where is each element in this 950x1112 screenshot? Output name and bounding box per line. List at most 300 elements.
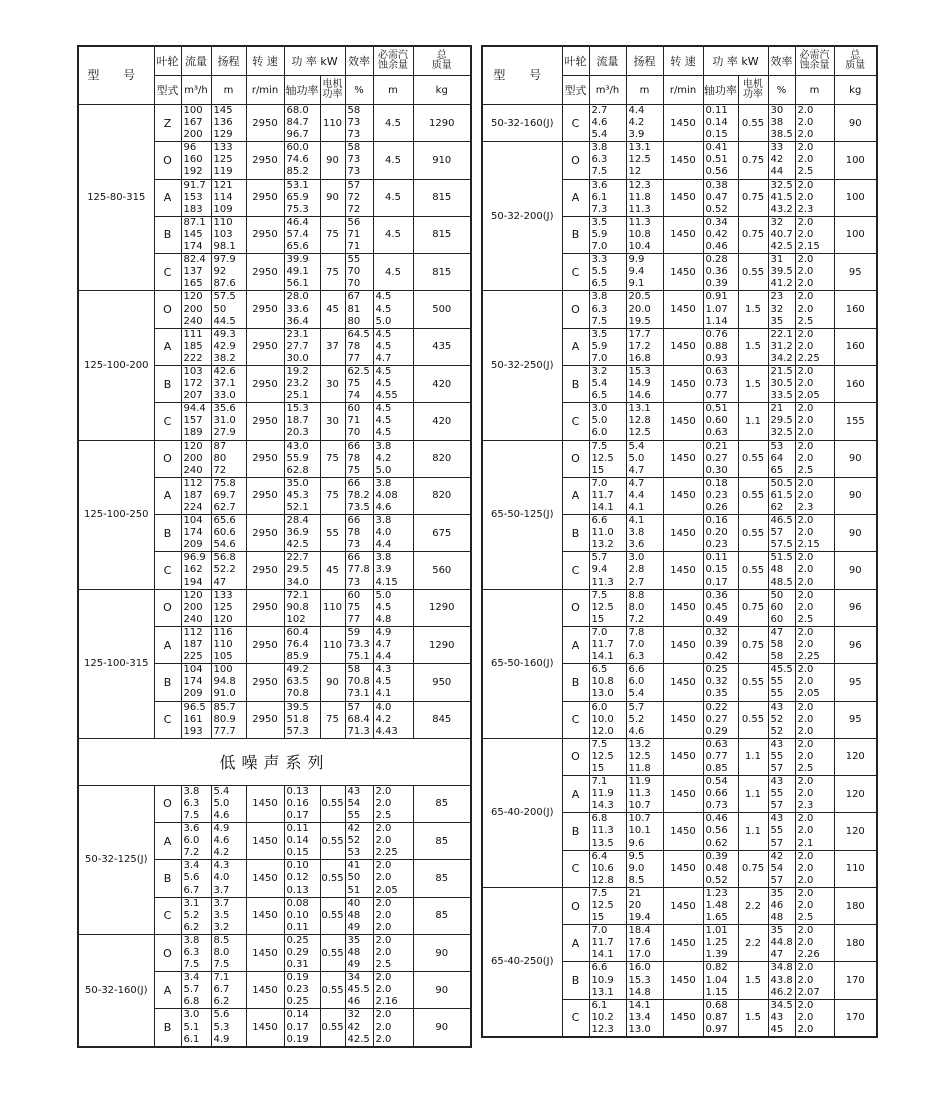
table-row (482, 887, 877, 924)
impeller-type: B (154, 1009, 181, 1047)
shaft-power-values: 72.1 90.8 102 (284, 589, 320, 626)
head-values: 4.4 4.2 3.9 (626, 105, 663, 142)
head-values: 65.6 60.6 54.6 (211, 515, 246, 552)
head-values: 6.6 6.0 5.4 (626, 664, 663, 701)
flow-values: 96.5 161 193 (181, 701, 211, 738)
weight-value: 85 (413, 860, 471, 897)
efficiency-values: 32.5 41.5 43.2 (768, 179, 795, 216)
flow-values: 7.5 12.5 15 (589, 738, 626, 775)
weight-value: 170 (834, 962, 877, 999)
impeller-type: O (154, 440, 181, 477)
head-values: 56.8 52.2 47 (211, 552, 246, 589)
efficiency-values: 33 42 44 (768, 142, 795, 179)
efficiency-values: 43 52 52 (768, 701, 795, 738)
efficiency-values: 43 55 57 (768, 738, 795, 775)
head-values: 145 136 129 (211, 105, 246, 142)
speed-value: 1450 (663, 515, 703, 552)
shaft-power-values: 0.13 0.16 0.17 (284, 785, 320, 822)
impeller-type: B (154, 216, 181, 253)
shaft-power-values: 0.10 0.12 0.13 (284, 860, 320, 897)
impeller-type: O (562, 738, 589, 775)
speed-value: 2950 (246, 403, 284, 440)
head-values: 4.1 3.8 3.6 (626, 515, 663, 552)
speed-value: 1450 (663, 440, 703, 477)
header-efficiency: 效率 (768, 46, 795, 76)
shaft-power-values: 0.16 0.20 0.23 (703, 515, 738, 552)
weight-value: 120 (834, 776, 877, 813)
efficiency-values: 30 38 38.5 (768, 105, 795, 142)
weight-value: 1290 (413, 105, 471, 142)
motor-power-value: 1.1 (738, 776, 768, 813)
shaft-power-values: 0.68 0.87 0.97 (703, 999, 738, 1037)
efficiency-values: 57 68.4 71.3 (345, 701, 373, 738)
shaft-power-values: 0.08 0.10 0.11 (284, 897, 320, 934)
flow-values: 3.4 5.7 6.8 (181, 972, 211, 1009)
head-values: 14.1 13.4 13.0 (626, 999, 663, 1037)
model-label: 65-40-250(J) (482, 887, 562, 1037)
head-values: 5.4 5.0 4.7 (626, 440, 663, 477)
efficiency-values: 42 54 57 (768, 850, 795, 887)
flow-values: 6.4 10.6 12.8 (589, 850, 626, 887)
speed-value: 2950 (246, 365, 284, 402)
npsh-values: 2.0 2.0 2.25 (795, 328, 834, 365)
motor-power-value: 0.55 (738, 440, 768, 477)
motor-power-value: 0.55 (738, 105, 768, 142)
weight-value: 90 (834, 552, 877, 589)
head-values: 10.7 10.1 9.6 (626, 813, 663, 850)
efficiency-values: 53 64 65 (768, 440, 795, 477)
motor-power-value: 0.55 (738, 701, 768, 738)
flow-values: 3.8 6.3 7.5 (589, 142, 626, 179)
head-values: 3.7 3.5 3.2 (211, 897, 246, 934)
motor-power-value: 75 (320, 254, 345, 291)
flow-values: 3.6 6.1 7.3 (589, 179, 626, 216)
impeller-type: A (562, 477, 589, 514)
efficiency-values: 66 77.8 73 (345, 552, 373, 589)
head-values: 8.5 8.0 7.5 (211, 934, 246, 971)
flow-values: 3.8 6.3 7.5 (181, 785, 211, 822)
impeller-type: A (562, 776, 589, 813)
head-values: 87 80 72 (211, 440, 246, 477)
speed-value: 2950 (246, 552, 284, 589)
efficiency-values: 58 70.8 73.1 (345, 664, 373, 701)
speed-value: 1450 (663, 962, 703, 999)
header-power: 功 率 kW (284, 46, 345, 76)
flow-values: 7.5 12.5 15 (589, 440, 626, 477)
speed-value: 1450 (663, 887, 703, 924)
header-model: 型 号 (78, 46, 154, 105)
motor-power-value: 1.5 (738, 999, 768, 1037)
shaft-power-values: 39.9 49.1 56.1 (284, 254, 320, 291)
weight-value: 90 (834, 440, 877, 477)
header-speed-unit: r/min (663, 76, 703, 105)
npsh-values: 2.0 2.0 2.3 (795, 776, 834, 813)
head-values: 75.8 69.7 62.7 (211, 477, 246, 514)
head-values: 3.0 2.8 2.7 (626, 552, 663, 589)
weight-value: 180 (834, 887, 877, 924)
table-row (482, 142, 877, 179)
flow-values: 120 200 240 (181, 291, 211, 328)
table-row (482, 589, 877, 626)
npsh-values: 2.0 2.0 2.0 (373, 1009, 413, 1047)
motor-power-value: 1.5 (738, 328, 768, 365)
header-npsh: 必需汽 蚀余量 (795, 46, 834, 76)
flow-values: 7.5 12.5 15 (589, 887, 626, 924)
efficiency-values: 23 32 35 (768, 291, 795, 328)
header-impeller: 叶轮 (562, 46, 589, 76)
model-label: 65-50-125(J) (482, 440, 562, 589)
weight-value: 95 (834, 664, 877, 701)
npsh-values: 2.0 2.0 2.05 (795, 664, 834, 701)
header-weight: 总 质量 (413, 46, 471, 76)
flow-values: 3.8 6.3 7.5 (181, 934, 211, 971)
motor-power-value: 0.75 (738, 626, 768, 663)
shaft-power-values: 0.39 0.48 0.52 (703, 850, 738, 887)
impeller-type: A (154, 823, 181, 860)
header-speed: 转 速 (663, 46, 703, 76)
header-motor-power: 电机 功率 (738, 76, 768, 105)
head-values: 133 125 120 (211, 589, 246, 626)
efficiency-values: 34.5 43 45 (768, 999, 795, 1037)
npsh-values: 4.3 4.5 4.1 (373, 664, 413, 701)
npsh-value: 4.5 (373, 179, 413, 216)
motor-power-value: 0.55 (738, 664, 768, 701)
npsh-values: 3.8 4.08 4.6 (373, 477, 413, 514)
head-values: 12.3 11.8 11.3 (626, 179, 663, 216)
weight-value: 90 (413, 934, 471, 971)
flow-values: 3.0 5.0 6.0 (589, 403, 626, 440)
speed-value: 2950 (246, 254, 284, 291)
speed-value: 1450 (663, 850, 703, 887)
motor-power-value: 0.55 (320, 823, 345, 860)
shaft-power-values: 15.3 18.7 20.3 (284, 403, 320, 440)
header-npsh-unit: m (795, 76, 834, 105)
header-power: 功 率 kW (703, 46, 768, 76)
flow-values: 7.1 11.9 14.3 (589, 776, 626, 813)
motor-power-value: 55 (320, 515, 345, 552)
weight-value: 90 (834, 105, 877, 142)
head-values: 7.8 7.0 6.3 (626, 626, 663, 663)
efficiency-values: 35 46 48 (768, 887, 795, 924)
header-flow-unit: m³/h (181, 76, 211, 105)
speed-value: 1450 (663, 179, 703, 216)
weight-value: 180 (834, 925, 877, 962)
impeller-type: A (562, 925, 589, 962)
efficiency-values: 58 73 73 (345, 142, 373, 179)
speed-value: 1450 (246, 934, 284, 971)
impeller-type: O (154, 785, 181, 822)
impeller-type: B (562, 515, 589, 552)
weight-value: 1290 (413, 589, 471, 626)
npsh-values: 2.0 2.0 2.25 (373, 823, 413, 860)
impeller-type: A (154, 179, 181, 216)
motor-power-value: 0.55 (738, 552, 768, 589)
header-motor-power: 电机 功率 (320, 76, 345, 105)
weight-value: 815 (413, 179, 471, 216)
weight-value: 90 (413, 972, 471, 1009)
npsh-values: 2.0 2.0 2.0 (795, 105, 834, 142)
impeller-type: C (154, 403, 181, 440)
motor-power-value: 0.55 (738, 515, 768, 552)
motor-power-value: 30 (320, 403, 345, 440)
weight-value: 815 (413, 254, 471, 291)
impeller-type: A (562, 626, 589, 663)
impeller-type: C (562, 999, 589, 1037)
impeller-type: B (154, 365, 181, 402)
motor-power-value: 90 (320, 664, 345, 701)
impeller-type: O (154, 589, 181, 626)
speed-value: 1450 (663, 216, 703, 253)
npsh-values: 4.9 4.7 4.4 (373, 626, 413, 663)
speed-value: 2950 (246, 328, 284, 365)
model-label: 125-100-200 (78, 291, 154, 440)
impeller-type: A (154, 328, 181, 365)
shaft-power-values: 53.1 65.9 75.3 (284, 179, 320, 216)
shaft-power-values: 0.36 0.45 0.49 (703, 589, 738, 626)
motor-power-value: 45 (320, 552, 345, 589)
weight-value: 950 (413, 664, 471, 701)
motor-power-value: 0.75 (738, 850, 768, 887)
model-label: 50-32-160(J) (78, 934, 154, 1046)
shaft-power-values: 0.76 0.88 0.93 (703, 328, 738, 365)
speed-value: 1450 (663, 813, 703, 850)
npsh-values: 2.0 2.0 2.0 (795, 254, 834, 291)
impeller-type: C (562, 701, 589, 738)
table-row (78, 291, 471, 328)
head-values: 5.4 5.0 4.6 (211, 785, 246, 822)
weight-value: 85 (413, 823, 471, 860)
weight-value: 420 (413, 365, 471, 402)
weight-value: 820 (413, 477, 471, 514)
motor-power-value: 75 (320, 216, 345, 253)
shaft-power-values: 0.41 0.51 0.56 (703, 142, 738, 179)
head-values: 8.8 8.0 7.2 (626, 589, 663, 626)
efficiency-values: 67 81 80 (345, 291, 373, 328)
efficiency-values: 35 44.8 47 (768, 925, 795, 962)
shaft-power-values: 68.0 84.7 96.7 (284, 105, 320, 142)
header-flow-unit: m³/h (589, 76, 626, 105)
impeller-type: C (562, 105, 589, 142)
head-values: 97.9 92 87.6 (211, 254, 246, 291)
npsh-values: 2.0 2.0 2.5 (795, 440, 834, 477)
impeller-type: O (562, 142, 589, 179)
npsh-values: 2.0 2.0 2.15 (795, 216, 834, 253)
efficiency-values: 32 40.7 42.5 (768, 216, 795, 253)
speed-value: 1450 (663, 552, 703, 589)
model-label: 50-32-250(J) (482, 291, 562, 440)
weight-value: 845 (413, 701, 471, 738)
npsh-values: 2.0 2.0 2.0 (795, 552, 834, 589)
shaft-power-values: 19.2 23.2 25.1 (284, 365, 320, 402)
flow-values: 112 187 225 (181, 626, 211, 663)
speed-value: 2950 (246, 142, 284, 179)
shaft-power-values: 0.25 0.29 0.31 (284, 934, 320, 971)
npsh-values: 4.5 4.5 4.5 (373, 403, 413, 440)
flow-values: 3.8 6.3 7.5 (589, 291, 626, 328)
shaft-power-values: 43.0 55.9 62.8 (284, 440, 320, 477)
motor-power-value: 1.1 (738, 813, 768, 850)
model-label: 50-32-200(J) (482, 142, 562, 291)
flow-values: 3.0 5.1 6.1 (181, 1009, 211, 1047)
impeller-type: A (154, 477, 181, 514)
impeller-type: A (562, 328, 589, 365)
speed-value: 1450 (246, 860, 284, 897)
impeller-type: O (154, 142, 181, 179)
npsh-values: 3.8 3.9 4.15 (373, 552, 413, 589)
model-label: 125-100-250 (78, 440, 154, 589)
table-row (78, 785, 471, 822)
shaft-power-values: 0.11 0.14 0.15 (284, 823, 320, 860)
model-label: 125-100-315 (78, 589, 154, 738)
speed-value: 2950 (246, 626, 284, 663)
efficiency-values: 41 50 51 (345, 860, 373, 897)
head-values: 15.3 14.9 14.6 (626, 365, 663, 402)
weight-value: 675 (413, 515, 471, 552)
header-impeller-type: 型式 (562, 76, 589, 105)
speed-value: 1450 (663, 589, 703, 626)
header-npsh: 必需汽 蚀余量 (373, 46, 413, 76)
flow-values: 6.0 10.0 12.0 (589, 701, 626, 738)
header-speed-unit: r/min (246, 76, 284, 105)
table-row (78, 105, 471, 142)
speed-value: 2950 (246, 477, 284, 514)
header-shaft-power: 轴功率 (284, 76, 320, 105)
shaft-power-values: 0.11 0.14 0.15 (703, 105, 738, 142)
speed-value: 1450 (663, 365, 703, 402)
head-values: 5.7 5.2 4.6 (626, 701, 663, 738)
motor-power-value: 2.2 (738, 925, 768, 962)
head-values: 20.5 20.0 19.5 (626, 291, 663, 328)
motor-power-value: 110 (320, 105, 345, 142)
efficiency-values: 43 54 55 (345, 785, 373, 822)
motor-power-value: 0.75 (738, 216, 768, 253)
weight-value: 120 (834, 738, 877, 775)
motor-power-value: 0.75 (738, 142, 768, 179)
flow-values: 7.5 12.5 15 (589, 589, 626, 626)
shaft-power-values: 0.11 0.15 0.17 (703, 552, 738, 589)
npsh-values: 4.5 4.5 5.0 (373, 291, 413, 328)
npsh-values: 2.0 2.0 2.5 (795, 142, 834, 179)
flow-values: 5.7 9.4 11.3 (589, 552, 626, 589)
npsh-values: 5.0 4.5 4.8 (373, 589, 413, 626)
impeller-type: O (562, 291, 589, 328)
head-values: 11.9 11.3 10.7 (626, 776, 663, 813)
efficiency-values: 58 73 73 (345, 105, 373, 142)
impeller-type: C (154, 552, 181, 589)
weight-value: 910 (413, 142, 471, 179)
impeller-type: B (562, 365, 589, 402)
npsh-values: 4.5 4.5 4.7 (373, 328, 413, 365)
weight-value: 820 (413, 440, 471, 477)
efficiency-values: 64.5 78 77 (345, 328, 373, 365)
shaft-power-values: 0.46 0.56 0.62 (703, 813, 738, 850)
shaft-power-values: 28.0 33.6 36.4 (284, 291, 320, 328)
header-head-unit: m (626, 76, 663, 105)
header-flow: 流量 (181, 46, 211, 76)
speed-value: 1450 (663, 291, 703, 328)
npsh-value: 4.5 (373, 216, 413, 253)
flow-values: 104 174 209 (181, 664, 211, 701)
efficiency-values: 50 60 60 (768, 589, 795, 626)
motor-power-value: 1.1 (738, 738, 768, 775)
model-label: 50-32-160(J) (482, 105, 562, 142)
shaft-power-values: 0.18 0.23 0.26 (703, 477, 738, 514)
head-values: 4.3 4.0 3.7 (211, 860, 246, 897)
header-head: 扬程 (211, 46, 246, 76)
impeller-type: A (562, 179, 589, 216)
efficiency-values: 47 58 58 (768, 626, 795, 663)
weight-value: 95 (834, 701, 877, 738)
speed-value: 2950 (246, 105, 284, 142)
efficiency-values: 50.5 61.5 62 (768, 477, 795, 514)
flow-values: 87.1 145 174 (181, 216, 211, 253)
header-impeller: 叶轮 (154, 46, 181, 76)
flow-values: 6.5 10.8 13.0 (589, 664, 626, 701)
pump-spec-table-right (481, 45, 878, 1038)
weight-value: 85 (413, 785, 471, 822)
weight-value: 560 (413, 552, 471, 589)
header-efficiency: 效率 (345, 46, 373, 76)
impeller-type: B (562, 813, 589, 850)
speed-value: 1450 (663, 142, 703, 179)
flow-values: 3.4 5.6 6.7 (181, 860, 211, 897)
npsh-values: 2.0 2.0 2.05 (373, 860, 413, 897)
flow-values: 2.7 4.6 5.4 (589, 105, 626, 142)
shaft-power-values: 0.91 1.07 1.14 (703, 291, 738, 328)
table-row (78, 934, 471, 971)
weight-value: 420 (413, 403, 471, 440)
npsh-values: 2.0 2.0 2.5 (373, 785, 413, 822)
speed-value: 1450 (246, 1009, 284, 1047)
npsh-values: 2.0 2.0 2.0 (795, 850, 834, 887)
shaft-power-values: 1.01 1.25 1.39 (703, 925, 738, 962)
impeller-type: O (562, 589, 589, 626)
npsh-value: 4.5 (373, 254, 413, 291)
table-row (482, 738, 877, 775)
table-row (482, 291, 877, 328)
npsh-values: 3.8 4.0 4.4 (373, 515, 413, 552)
motor-power-value: 75 (320, 440, 345, 477)
head-values: 100 94.8 91.0 (211, 664, 246, 701)
flow-values: 103 172 207 (181, 365, 211, 402)
impeller-type: B (562, 664, 589, 701)
motor-power-value: 1.5 (738, 291, 768, 328)
motor-power-value: 0.55 (320, 897, 345, 934)
head-values: 13.2 12.5 11.8 (626, 738, 663, 775)
weight-value: 85 (413, 897, 471, 934)
shaft-power-values: 22.7 29.5 34.0 (284, 552, 320, 589)
motor-power-value: 0.55 (320, 785, 345, 822)
shaft-power-values: 0.82 1.04 1.15 (703, 962, 738, 999)
model-label: 125-80-315 (78, 105, 154, 291)
weight-value: 1290 (413, 626, 471, 663)
impeller-type: C (562, 254, 589, 291)
speed-value: 2950 (246, 216, 284, 253)
flow-values: 6.6 10.9 13.1 (589, 962, 626, 999)
npsh-value: 4.5 (373, 105, 413, 142)
efficiency-values: 66 78.2 73.5 (345, 477, 373, 514)
head-values: 57.5 50 44.5 (211, 291, 246, 328)
impeller-type: C (562, 552, 589, 589)
speed-value: 2950 (246, 515, 284, 552)
efficiency-values: 40 48 49 (345, 897, 373, 934)
speed-value: 2950 (246, 440, 284, 477)
flow-values: 82.4 137 165 (181, 254, 211, 291)
weight-value: 90 (834, 477, 877, 514)
flow-values: 6.8 11.3 13.5 (589, 813, 626, 850)
head-values: 17.7 17.2 16.8 (626, 328, 663, 365)
weight-value: 155 (834, 403, 877, 440)
